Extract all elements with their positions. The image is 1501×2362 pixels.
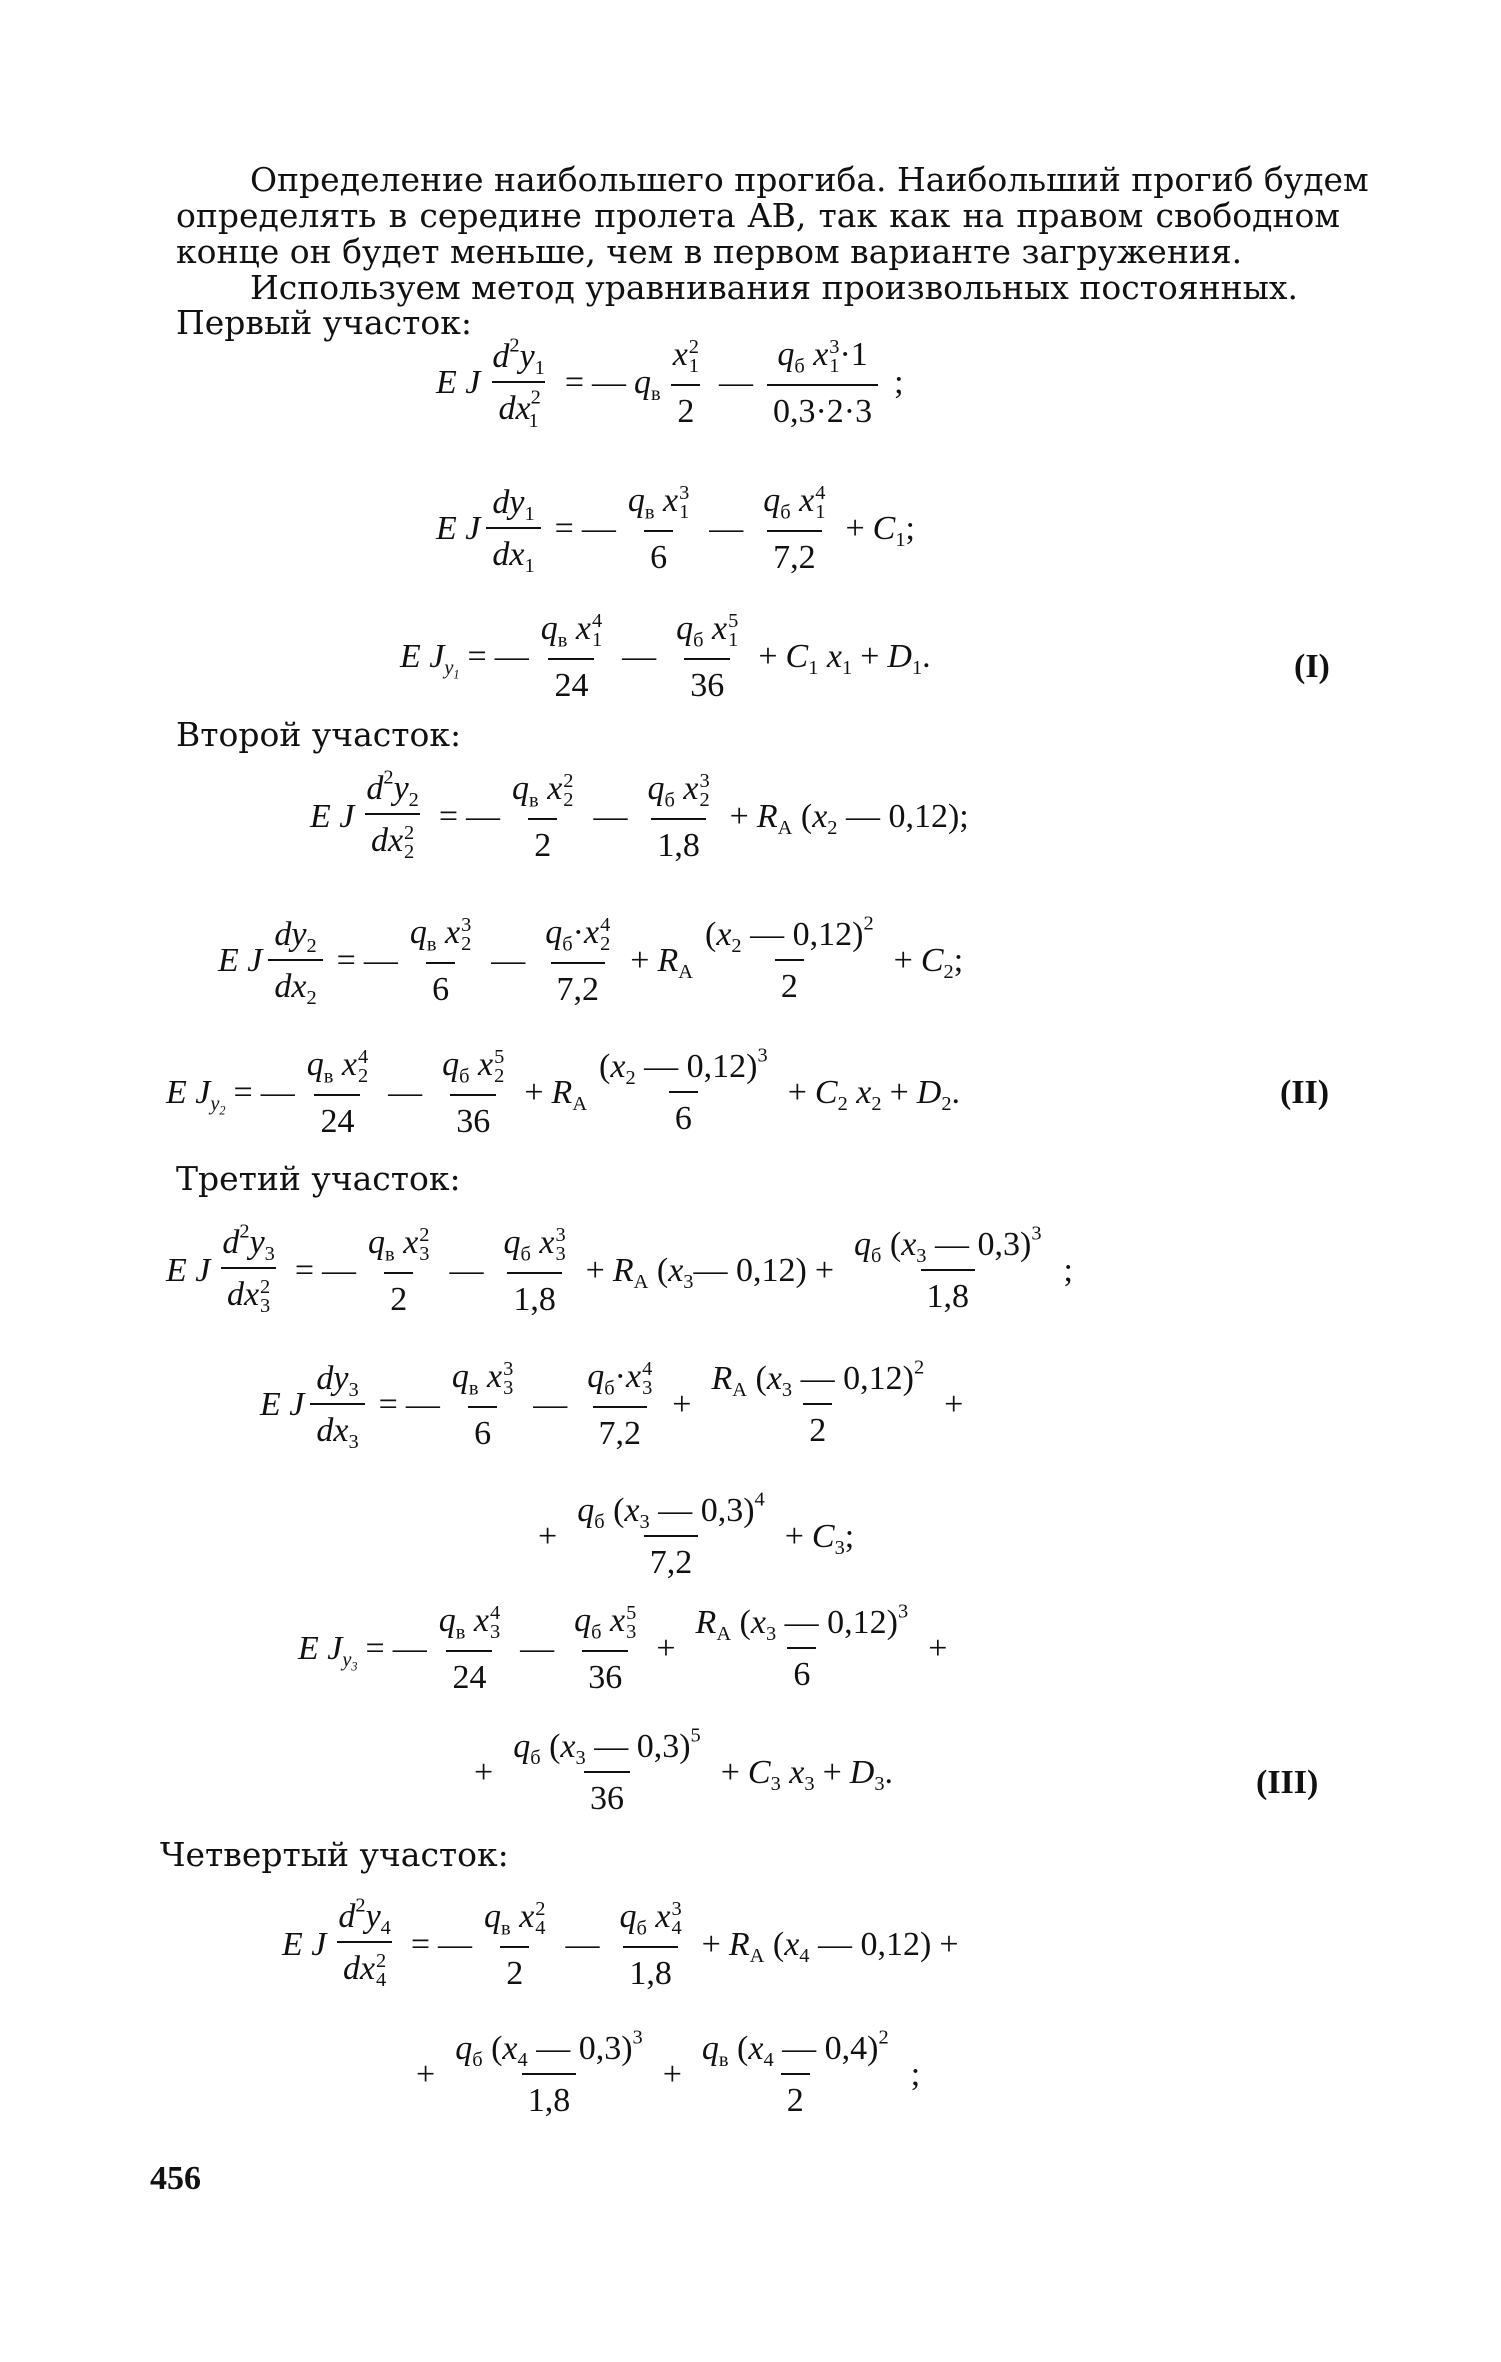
equation-1-2: E J $\frac{dy_1}{dx_1}$ = — $q_в$ x 3 1 6 — $q_б$ x 4 1 7,2 + $C_1$;: [436, 482, 915, 578]
equation-1-1: E J $\frac{d^2y_1}{dx^2_1}$ = — $q_в$ x 2 1 2 — $q_б$ x 3 1 ·1 0,3·2·3 ;: [436, 335, 904, 432]
intro-line-3: конце он будет меньше, чем в первом варианте загружения.: [176, 232, 1243, 271]
equation-4-1: E J $d^2y_4$ dx 2 4 = — $q_в$ x 2 4 2 — $q_б$ x 3 4 1,8 + $R_A$ ($x_4$ — 0,12) +: [282, 1894, 959, 1992]
equation-3-3-continued: + $\frac{q_б (x_3 — 0,3)^5}{36}$ + $C_3$ $x_3$ + $D_3$.: [474, 1724, 894, 1817]
equation-number-2: (II): [1280, 1074, 1330, 1111]
equation-3-3: E $J_{y_3}$ = — $q_в$ x 4 3 24 — $q_б$ x 5 3 36 + $\frac{R_A (x_3 — 0,12)^3}{6}$ +: [298, 1601, 948, 1696]
page-number: 456: [150, 2160, 201, 2197]
section-label-first: Первый участок:: [176, 303, 473, 342]
equation-2-1: E J $d^2y_2$ dx 2 2 = — $q_в$ x 2 2 2 — $q_б$ x 3 2 1,8 + $R_A$ ($x_2$ — 0,12);: [310, 766, 969, 864]
equation-2-2: E J $\frac{dy_2}{dx_2}$ = — $q_в$ x 3 2 6 — $q_б\cdot x$ 4 2 7,2 + $R_A$ $\frac{(x_2 — 0,12)^2}{2}$ + $C_2$;: [218, 913, 964, 1010]
method-paragraph: [176, 270, 1340, 306]
equation-2-3: E $J_{y_2}$ = — $q_в$ x 4 2 24 — $q_б$ x 5 2 36 + $R_A$ $\frac{(x_2 — 0,12)^3}{6}$ + $C_2$ $x_2$ + $D_2$.: [166, 1045, 961, 1140]
section-label-fourth: Четвертый участок:: [160, 1835, 509, 1874]
intro-paragraph: [176, 160, 1369, 271]
equation-3-2: E J $\frac{dy_3}{dx_3}$ = — $q_в$ x 3 3 6 — $q_б\cdot x$ 4 3 7,2 + $\frac{R_A (x_3 — 0,12)^2}{2}$ +: [260, 1357, 964, 1454]
method-line-1: Используем метод уравнивания произвольных постоянных.: [250, 268, 1298, 307]
section-label-second: Второй участок:: [176, 715, 462, 754]
equation-number-1: (I): [1294, 648, 1330, 685]
equation-number-3: (III): [1256, 1764, 1319, 1801]
equation-4-1-continued: + $\frac{q_б (x_4 — 0,3)^3}{1,8}$ + $\frac{q_в (x_4 — 0,4)^2}{2}$ ;: [416, 2026, 921, 2119]
equation-1-3: E $J_{y_1}$ = — $q_в$ x 4 1 24 — $q_б$ x 5 1 36 + $C_1$ $x_1$ + $D_1$.: [400, 610, 931, 704]
intro-line-1: Определение наибольшего прогиба. Наибольший прогиб будем: [250, 160, 1369, 199]
intro-line-2: определять в середине пролета AB, так как на правом свободном: [176, 196, 1340, 235]
equation-3-1: E J $d^2y_3$ dx 2 3 = — $q_в$ x 2 3 2 — $q_б$ x 3 3 1,8 + $R_A$ ($x_3—$ 0,12) + $\frac{q_б (x_3 — 0,3)^3}{1,8}$ ;: [166, 1220, 1073, 1318]
section-label-third: Третий участок:: [176, 1159, 461, 1198]
equation-3-2-continued: + $\frac{q_б (x_3 — 0,3)^4}{7,2}$ + $C_3$;: [538, 1488, 855, 1581]
